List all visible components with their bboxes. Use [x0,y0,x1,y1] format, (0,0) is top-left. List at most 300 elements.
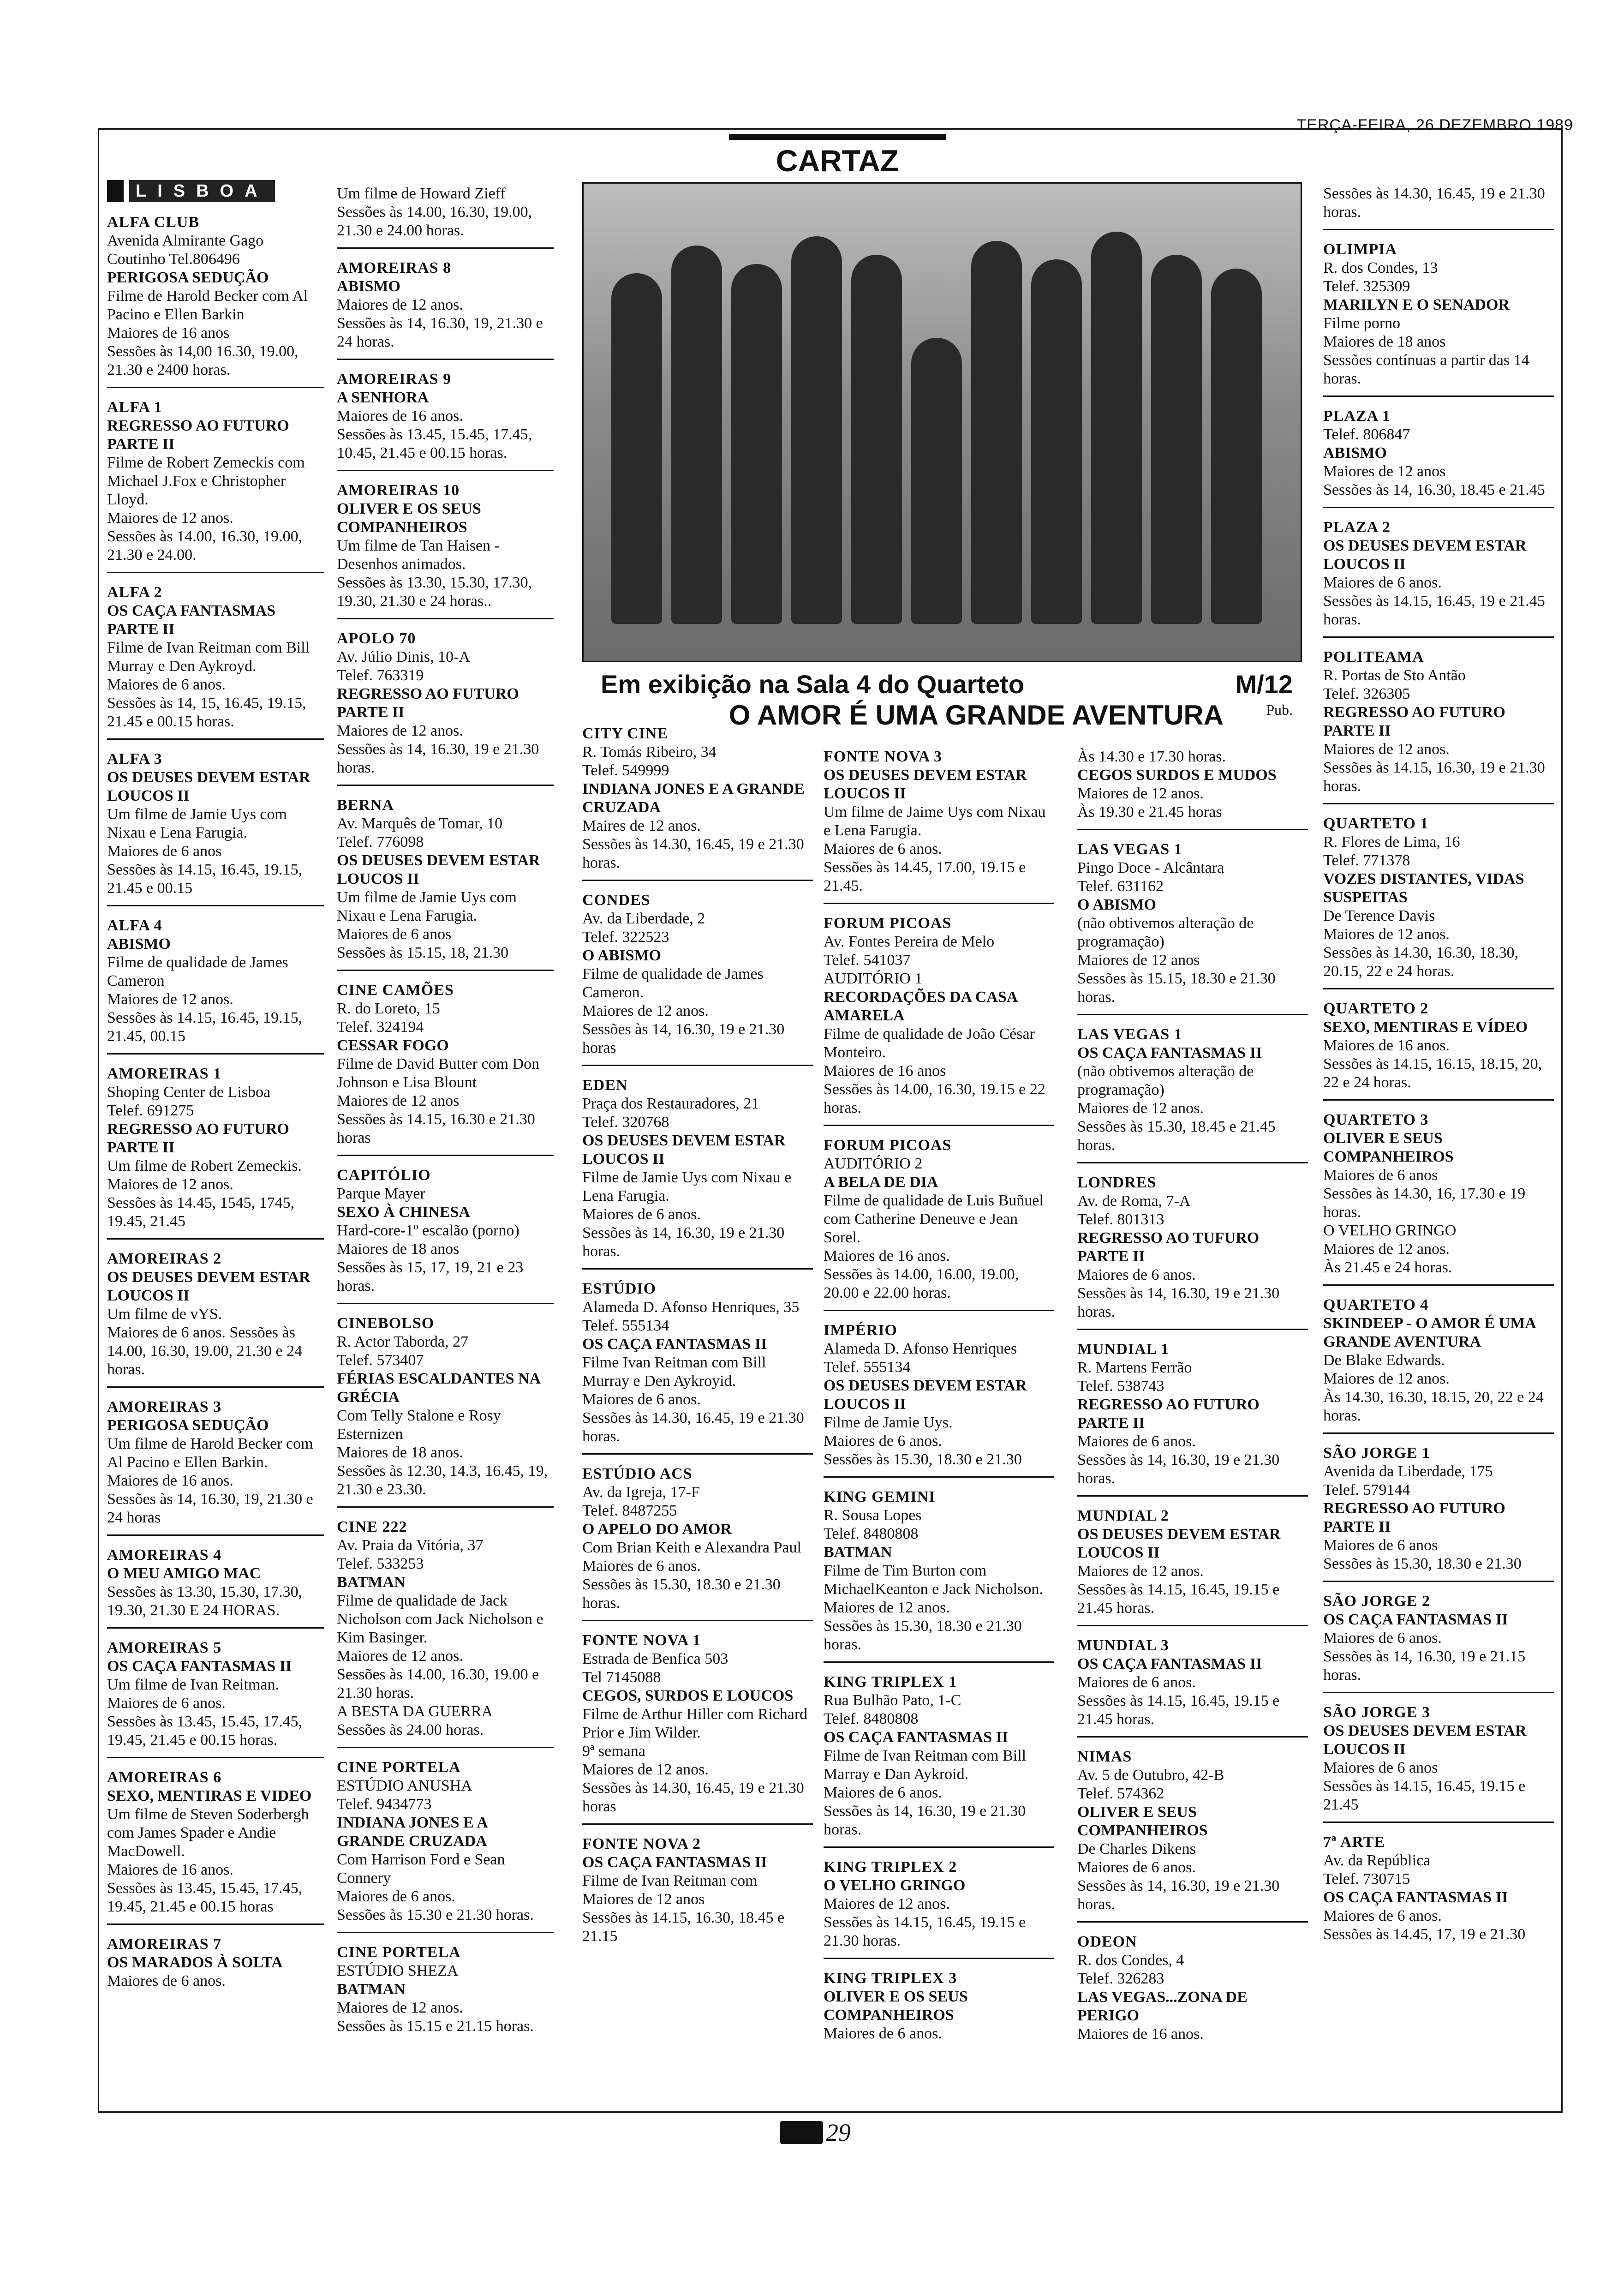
showing-details: Maiores de 12 anos [582,1891,705,1908]
venue-name: CINE PORTELA [337,1759,461,1776]
cinema-listing [107,394,324,573]
showing-details: Maiores de 6 anos. [107,1972,226,1989]
showing-details: Um filme de Harold Becker com Al Pacino e Ellen Barkin. [107,1435,313,1471]
venue-info: Telef. 324194 [337,1019,424,1036]
column-3 [582,720,813,1959]
showing-details: Filme de qualidade de James Cameron [107,954,288,989]
film-title: O VELHO GRINGO [824,1877,966,1894]
venue-name: AMOREIRAS 7 [107,1935,222,1953]
venue-info: R. dos Condes, 13 [1323,259,1438,276]
showing-details: Sessões às 14.00, 16.30, 19.15 e 22 horas. [824,1081,1045,1116]
showing-details: Maiores de 12 anos. [1323,1370,1450,1387]
showing-details: Um filme de Jamie Uys com Nixau e Lena Farugia. [107,806,287,841]
showing-details: Sessões às 14.45, 17.00, 19.15 e 21.45. [824,859,1026,894]
showing-details: Maiores de 16 anos. [107,1472,233,1489]
showing-details: Maiores de 6 anos [1323,1759,1438,1776]
venue-name: FORUM PICOAS [824,1137,952,1154]
film-title: MARILYN E O SENADOR [1323,296,1510,313]
venue-name: LAS VEGAS 1 [1077,1026,1182,1043]
venue-info: Pingo Doce - Alcântara [1077,859,1224,876]
showing-details: Maiores de 6 anos. [1323,1907,1442,1924]
cinema-listing [1323,1699,1554,1823]
cinema-listing [1077,743,1308,830]
venue-info: Telef. 771378 [1323,852,1410,869]
cinema-listing [107,745,324,906]
city-marker-icon [107,180,124,202]
showing-details: Sessões às 14.00, 16.30, 19.00 e 21.30 horas. [337,1666,539,1702]
showing-details: Sessões às 24.00 horas. [337,1721,484,1738]
showing-details: De Terence Davis [1323,907,1435,924]
cinema-listing [824,910,1054,1126]
film-title: OS DEUSES DEVEM ESTAR LOUCOS II [337,852,540,887]
cinema-listing [107,209,324,388]
film-title: OS DEUSES DEVEM ESTAR LOUCOS II [824,767,1027,802]
film-title: BATMAN [824,1544,892,1561]
venue-info: Av. Fontes Pereira de Melo [824,933,995,950]
city-header [107,180,324,202]
venue-name: 7ª ARTE [1323,1834,1385,1851]
ad-caption: Em exibição na Sala 4 do Quarteto [601,670,1025,699]
venue-info: Av. de Roma, 7-A [1077,1192,1191,1210]
showing-details: Sessões às 14, 16.30, 19 e 21.30 horas. [1077,1877,1280,1913]
showing-details: Sessões às 14.30, 16.45, 19 e 21.30 horas. [582,836,804,871]
showing-details: Maiores de 18 anos. [337,1444,463,1461]
venue-name: ALFA 1 [107,399,162,416]
showing-details: (não obtivemos alteração de programação) [1077,915,1254,950]
venue-info: Telef. 320768 [582,1114,669,1131]
showing-details: Maiores de 16 anos [107,324,230,342]
column-2 [337,180,554,2049]
venue-name: AMOREIRAS 10 [337,482,460,499]
film-title: OS DEUSES DEVEM ESTAR LOUCOS II [1323,537,1527,573]
venue-info: Sessões às 14.00, 16.30, 19.00, 21.30 e 24.00 horas. [337,204,532,239]
showing-details: Sessões às 14.15, 16.45, 19.15 e 21.45 horas. [1077,1581,1280,1617]
showing-details: Maiores de 6 anos. Sessões às 14.00, 16.30, 19.00, 21.30 e 24 horas. [107,1324,303,1378]
venue-name: QUARTETO 4 [1323,1296,1429,1313]
page-number: 29 [826,2119,851,2146]
cinema-listing [337,254,554,360]
venue-info: Telef. 574362 [1077,1785,1164,1802]
cinema-listing [1323,402,1554,508]
cinema-listing [824,1317,1054,1478]
showing-details: Maiores de 6 anos. [107,1695,226,1712]
film-title: OS CAÇA FANTASMAS II [107,1658,292,1675]
showing-details: Sessões às 15.30 e 21.30 horas. [337,1906,534,1923]
showing-details: Filme de Jamie Uys com Nixau e Lena Farugia. [582,1169,792,1204]
venue-name: FONTE NOVA 2 [582,1835,701,1852]
showing-details: Sessões às 14.30, 16.30, 18.30, 20.15, 22 e 24 horas. [1323,944,1519,980]
showing-details: Sessões às 14, 16.30, 18.45 e 21.45 [1323,481,1545,498]
venue-name: CONDES [582,892,651,909]
ad-title: O AMOR É UMA GRANDE AVENTURA [728,700,1224,731]
showing-details: Sessões às 14, 16.30, 19, 21.30 e 24 horas [107,1491,313,1526]
cinema-listing [582,1830,813,1953]
showing-details: Sessões às 13.30, 15.30, 17.30, 19.30, 21.30 E 24 HORAS. [107,1583,303,1619]
cinema-listing [824,1668,1054,1848]
venue-info: Avenida Almirante Gago Coutinho Tel.806496 [107,232,264,268]
showing-details: Maiores de 16 anos [824,1062,946,1079]
venue-info: Telef. 691275 [107,1102,194,1119]
venue-name: SÃO JORGE 2 [1323,1593,1431,1610]
film-title: BATMAN [337,1981,406,1998]
venue-name: AMOREIRAS 4 [107,1546,222,1564]
venue-name: KING TRIPLEX 1 [824,1673,957,1690]
film-title: SEXO, MENTIRAS E VÍDEO [1323,1019,1528,1036]
venue-name: EDEN [582,1077,628,1094]
showing-details: Maiores de 6 anos. [1077,1433,1196,1450]
film-title: CEGOS, SURDOS E LOUCOS [582,1687,794,1704]
showing-details: Maiores de 16 anos. [1077,2025,1204,2043]
venue-info: Telef. 631162 [1077,878,1164,895]
cinema-listing [337,977,554,1156]
showing-details: Maiores de 6 anos [1323,1537,1438,1554]
film-title: OS DEUSES DEVEM ESTAR LOUCOS II [824,1377,1027,1413]
cinema-listing [582,720,813,881]
film-title: OS CAÇA FANTASMAS II [1077,1655,1262,1672]
venue-name: AMOREIRAS 9 [337,371,452,388]
showing-details: Um filme de Ivan Reitman. [107,1676,279,1693]
venue-info: Av. Praia da Vitória, 37 [337,1537,484,1554]
venue-name: KING GEMINI [824,1488,936,1505]
column-5 [1077,743,1308,2056]
showing-details: Maiores de 6 anos. [1077,1859,1196,1876]
showing-details: Sessões às 15.30, 18.30 e 21.30 [824,1451,1022,1468]
venue-name: ODEON [1077,1933,1137,1950]
film-title: OS CAÇA FANTASMAS II [582,1854,767,1871]
venue-name: AMOREIRAS 1 [107,1065,222,1082]
showing-details: Filme de Harold Becker com Al Pacino e Ellen Barkin [107,288,308,323]
showing-details: Sessões às 14,00 16.30, 19.00, 21.30 e 2400 horas. [107,343,299,378]
venue-name: CINE PORTELA [337,1944,461,1961]
showing-details: Sessões às 14, 15, 16.45, 19.15, 21.45 e 00.15 horas. [107,695,306,730]
cinema-listing [582,1627,813,1825]
showing-details: Maiores de 6 anos [1323,1167,1438,1184]
showing-details: Maiores de 12 anos [1323,463,1446,480]
film-title: ABISMO [337,278,400,295]
film-title: SEXO À CHINESA [337,1204,471,1221]
film-title: PERIGOSA SEDUÇÃO [107,269,269,286]
showing-details: Filme de David Butter com Don Johnson e Lisa Blount [337,1055,540,1091]
showing-details: Maiores de 12 anos. [1077,785,1204,802]
showing-details: Maiores de 12 anos. [824,1895,950,1912]
publication-logo-icon [780,2121,823,2144]
cinema-listing [824,1853,1054,1959]
venue-info: Telef. 549999 [582,762,669,779]
cinema-listing [824,1483,1054,1663]
showing-details: Maiores de 6 anos [337,926,452,943]
film-title: OS CAÇA FANTASMAS II [582,1336,767,1353]
venue-name: IMPÉRIO [824,1322,897,1339]
venue-info: Tel 7145088 [582,1669,661,1686]
venue-name: ALFA CLUB [107,214,200,231]
showing-details: Um filme de Robert Zemeckis. [107,1157,302,1174]
showing-details: Sessões às 15.15, 18.30 e 21.30 horas. [1077,970,1276,1006]
venue-info: Telef. 8480808 [824,1710,919,1727]
venue-info: Sessões às 14.30, 16.45, 19 e 21.30 horas. [1323,185,1545,221]
column-6 [1323,180,1554,1957]
venue-name: NIMAS [1077,1748,1132,1765]
showing-details: 9ª semana [582,1743,645,1760]
showing-details: Sessões às 14.15, 16.45, 19 e 21.45 horas. [1323,593,1545,628]
cinema-listing [1077,1169,1308,1330]
cinema-listing [582,887,813,1066]
venue-name: MUNDIAL 3 [1077,1637,1169,1654]
venue-name: BERNA [337,797,394,814]
showing-details: Sessões às 14, 16.30, 19 e 21.30 horas. [1077,1285,1280,1320]
film-title: INDIANA JONES E A GRANDE CRUZADA [337,1814,487,1850]
venue-info: R. dos Condes, 4 [1077,1952,1184,1969]
venue-info: Av. da Liberdade, 2 [582,910,705,927]
cinema-listing [582,1460,813,1621]
showing-details: Sessões às 13.45, 15.45, 17.45, 10.45, 21.45 e 00.15 horas. [337,426,532,461]
film-title: RECORDAÇÕES DA CASA AMARELA [824,989,1017,1024]
cinema-listing [1323,1106,1554,1286]
showing-details: Sessões às 14.30, 16.45, 19 e 21.30 horas [582,1780,804,1815]
venue-info: Estrada de Benfica 503 [582,1650,728,1667]
film-title: ABISMO [107,935,171,953]
venue-name: CINE CAMÕES [337,982,454,999]
venue-name: SÃO JORGE 3 [1323,1704,1431,1721]
venue-info: Telef. 801313 [1077,1211,1164,1228]
showing-details: Hard-core-1º escalão (porno) [337,1222,519,1239]
venue-name: PLAZA 1 [1323,407,1391,425]
film-title: REGRESSO AO FUTURO PARTE II [107,417,289,453]
showing-details: Maiores de 6 anos. [1077,1674,1196,1691]
showing-details: Maiores de 6 anos. [1077,1266,1196,1283]
film-title: OS CAÇA FANTASMAS II [824,1729,1009,1746]
film-title: LAS VEGAS...ZONA DE PERIGO [1077,1989,1248,2024]
showing-details: Sessões às 15.30, 18.30 e 21.30 horas. [582,1576,781,1612]
ad-photo [582,182,1302,662]
cinema-listing [1077,1928,1308,2051]
cinema-listing [1077,1743,1308,1923]
film-title: A SENHORA [337,389,429,406]
page-footer [780,2118,851,2147]
cinema-listing [337,625,554,786]
showing-details: Um filme de Steven Soderbergh com James Spader e Andie MacDowell. [107,1806,309,1860]
showing-details: Filme de Ivan Reitman com [582,1872,758,1889]
venue-info: Um filme de Howard Zieff [337,185,506,202]
showing-details: Sessões contínuas a partir das 14 horas. [1323,352,1529,387]
showing-details: Sessões às 15.15 e 21.15 horas. [337,2018,534,2035]
cinema-listing [1323,236,1554,397]
showing-details: De Charles Dikens [1077,1840,1196,1858]
showing-details: Filme de Ivan Reitman com Bill Murray e Den Aykroyd. [107,639,310,675]
film-title: REGRESSO AO FUTURO PARTE II [1323,1500,1505,1535]
showing-details: Com Telly Stalone e Rosy Esternizen [337,1407,501,1443]
showing-details: Sessões às 14.00, 16.30, 19.00, 21.30 e 24.00. [107,528,303,563]
showing-details: Maiores de 12 anos. [1077,1100,1204,1117]
cinema-listing [107,1764,324,1925]
venue-info: R. Flores de Lima, 16 [1323,833,1460,851]
film-title: OS DEUSES DEVEM ESTAR LOUCOS II [1323,1722,1527,1758]
showing-details: Sessões às 15, 17, 19, 21 e 23 horas. [337,1259,524,1294]
showing-details: Sessões às 15.15, 18, 21.30 [337,944,509,961]
film-title: OS DEUSES DEVEM ESTAR LOUCOS II [107,1269,310,1304]
venue-name: SÃO JORGE 1 [1323,1444,1431,1462]
film-title: OS DEUSES DEVEM ESTAR LOUCOS II [107,769,310,804]
venue-name: AMOREIRAS 6 [107,1769,222,1786]
showing-details: Filme de qualidade de João César Monteiro. [824,1025,1035,1061]
showing-details: Sessões às 14.15, 16.45, 19.15 e 21.45 [1323,1778,1526,1813]
cinema-listing [107,1245,324,1388]
ad-pub-label: Pub. [1266,701,1293,718]
venue-info: Alameda D. Afonso Henriques [824,1340,1017,1357]
showing-details: Filme de qualidade de Jack Nicholson com Jack Nicholson e Kim Basinger. [337,1592,543,1646]
venue-info: Telef. 806847 [1323,426,1410,443]
film-title: REGRESSO AO TUFURO PARTE II [1077,1229,1260,1265]
venue-name: PLAZA 2 [1323,519,1391,536]
showing-details: Maiores de 12 anos. [107,509,233,527]
film-title: OLIVER E OS SEUS COMPANHEIROS [337,500,481,536]
showing-details: Maiores de 6 anos. [824,840,942,857]
venue-name: KING TRIPLEX 2 [824,1858,957,1876]
cinema-listing [1077,1021,1308,1163]
venue-info: Telef. 9434773 [337,1796,432,1813]
film-title: O ABISMO [1077,896,1156,913]
showing-details: Sessões às 14.15, 16.45, 19.15 e 21.45 horas. [1077,1692,1280,1728]
advertisement[interactable] [582,182,1302,731]
film-title: REGRESSO AO FUTURO PARTE II [107,1121,289,1156]
showing-details: Maiores de 6 anos. [107,676,226,693]
venue-info: AUDITÓRIO 1 [824,970,923,987]
cinema-listing [1323,810,1554,989]
showing-details: Filme de qualidade de Luis Buñuel com Catherine Deneuve e Jean Sorel. [824,1192,1044,1246]
venue-name: ALFA 2 [107,584,162,601]
showing-details: Maiores de 6 anos. [582,1206,701,1223]
film-title: A BELA DE DIA [824,1174,938,1191]
showing-details: Sessões às 14, 16.30, 19 e 21.30 horas. [337,741,539,776]
cinema-listing [824,743,1054,904]
showing-details: Sessões às 14.15, 16.45, 19.15 e 21.30 horas. [824,1914,1026,1949]
cinema-listing [582,1072,813,1270]
venue-info: Às 14.30 e 17.30 horas. [1077,748,1226,765]
cinema-listing [337,180,554,249]
showing-details: A BESTA DA GUERRA [337,1703,493,1720]
venue-info: ESTÚDIO ANUSHA [337,1777,472,1794]
showing-details: Sessões às 14, 16.30, 19 e 21.15 horas. [1323,1648,1526,1684]
showing-details: Sessões às 14, 16.30, 19 e 21.30 horas. [824,1803,1026,1838]
showing-details: Sessões às 14, 16.30, 19 e 21.30 horas. [1077,1451,1280,1487]
showing-details: Com Harrison Ford e Sean Connery [337,1851,505,1887]
venue-info: Av. da Igreja, 17-F [582,1484,700,1501]
ad-rating: M/12 [1235,670,1293,699]
film-title: FÉRIAS ESCALDANTES NA GRÉCIA [337,1370,540,1406]
venue-info: Telef. 326283 [1077,1970,1164,1987]
showing-details: Sessões às 15.30, 18.30 e 21.30 horas. [824,1618,1022,1653]
showing-details: Às 14.30, 16.30, 18.15, 20, 22 e 24 horas. [1323,1389,1544,1424]
showing-details: Sessões às 14.15, 16.45, 19.15, 21.45, 00.15 [107,1009,303,1045]
showing-details: Sessões às 14.15, 16.30, 19 e 21.30 horas. [1323,759,1545,795]
venue-info: Praça dos Restauradores, 21 [582,1095,759,1112]
venue-info: Avenida da Liberdade, 175 [1323,1463,1493,1480]
venue-info: ESTÚDIO SHEZA [337,1962,459,1979]
cinema-listing [1323,995,1554,1101]
showing-details: Maiores de 12 anos. [582,1761,709,1778]
showing-details: Maiores de 6 anos. [824,2025,942,2042]
venue-name: FONTE NOVA 1 [582,1632,701,1649]
cinema-listing [337,1162,554,1304]
film-title: PERIGOSA SEDUÇÃO [107,1417,269,1434]
film-title: CEGOS SURDOS E MUDOS [1077,767,1277,784]
venue-info: Telef. 579144 [1323,1481,1410,1498]
showing-details: Filme de Jamie Uys. [824,1414,953,1431]
showing-details: Sessões às 14.15, 16.30 e 21.30 horas [337,1111,535,1146]
cinema-listing [337,1939,554,2043]
film-title: ABISMO [1323,444,1387,461]
venue-name: CINE 222 [337,1518,407,1535]
showing-details: Maiores de 12 anos [337,1092,460,1109]
venue-name: MUNDIAL 1 [1077,1341,1169,1358]
showing-details: Sessões às 15.30, 18.30 e 21.30 [1323,1555,1522,1572]
venue-info: Telef. 533253 [337,1555,424,1572]
showing-details: Maiores de 12 anos. [337,722,463,739]
cinema-listing [1077,1502,1308,1626]
showing-details: Maiores de 16 anos. [1323,1037,1450,1054]
venue-info: Telef. 541037 [824,952,911,969]
film-title: OS CAÇA FANTASMAS II [1323,1889,1508,1906]
showing-details: (não obtivemos alteração de programação) [1077,1063,1254,1098]
film-title: SKINDEEP - O AMOR É UMA GRANDE AVENTURA [1323,1315,1535,1350]
showing-details: Maiores de 6 anos. [1323,574,1442,591]
showing-details: Maiores de 6 anos. [824,1432,942,1450]
showing-details: Maiores de 12 anos. [1077,1563,1204,1580]
venue-info: Telef. 8480808 [824,1525,919,1542]
film-title: CESSAR FOGO [337,1037,449,1054]
showing-details: Sessões às 14, 16.30, 19 e 21.30 horas. [582,1224,785,1260]
cinema-listing [1323,643,1554,804]
showing-details: Filme de Ivan Reitman com Bill Marray e Dan Aykroid. [824,1747,1027,1783]
showing-details: Sessões às 12.30, 14.3, 16.45, 19, 21.30 e 23.30. [337,1462,548,1498]
venue-info: R. Actor Taborda, 27 [337,1333,468,1350]
cinema-listing [1323,1439,1554,1582]
venue-info: Telef. 555134 [582,1317,669,1334]
showing-details: Maiores de 12 anos. [107,1176,233,1193]
film-title: REGRESSO AO FUTURO PARTE II [337,685,519,721]
showing-details: Sessões às 15.30, 18.45 e 21.45 horas. [1077,1118,1276,1154]
cinema-listing [824,1965,1054,2050]
film-title: REGRESSO AO FUTURO PARTE II [1077,1396,1260,1432]
venue-info: R. Portas de Sto Antão [1323,667,1466,684]
venue-info: Telef. 763319 [337,667,424,684]
showing-details: Maiores de 12 anos [1077,952,1200,969]
venue-name: ESTÚDIO ACS [582,1465,693,1482]
column-1 [107,180,324,2003]
film-title: OS MARADOS À SOLTA [107,1954,283,1971]
venue-info: Shoping Center de Lisboa [107,1084,271,1101]
cinema-listing [1077,1336,1308,1497]
showing-details: Maiores de 6 anos. [582,1391,701,1408]
venue-info: R. do Loreto, 15 [337,1000,440,1017]
venue-name: APOLO 70 [337,630,416,647]
showing-details: Maiores de 12 anos. [824,1599,950,1616]
venue-info: Telef. 555134 [824,1359,911,1376]
film-title: VOZES DISTANTES, VIDAS SUSPEITAS [1323,870,1524,906]
venue-name: LONDRES [1077,1174,1157,1191]
showing-details: Sessões às 14, 16.30, 19 e 21.30 horas [582,1021,785,1056]
film-title: REGRESSO AO FUTURO PARTE II [1323,704,1505,739]
showing-details: Maiores de 18 anos [1323,333,1446,350]
venue-info: Telef. 322523 [582,929,669,946]
showing-details: Sessões às 14, 16.30, 19, 21.30 e 24 horas. [337,315,543,350]
showing-details: Sessões às 13.45, 15.45, 17.45, 19.45, 21.45 e 00.15 horas [107,1880,303,1915]
showing-details: Maiores de 12 anos. [107,991,233,1008]
venue-info: Av. da República [1323,1852,1431,1869]
venue-info: Telef. 730715 [1323,1870,1410,1888]
showing-details: Maiores de 12 anos. [337,1648,463,1665]
film-title: OS DEUSES DEVEM ESTAR LOUCOS II [1077,1526,1281,1561]
showing-details: Sessões às 14.15, 16.45, 19.15, 21.45 e 00.15 [107,861,303,897]
